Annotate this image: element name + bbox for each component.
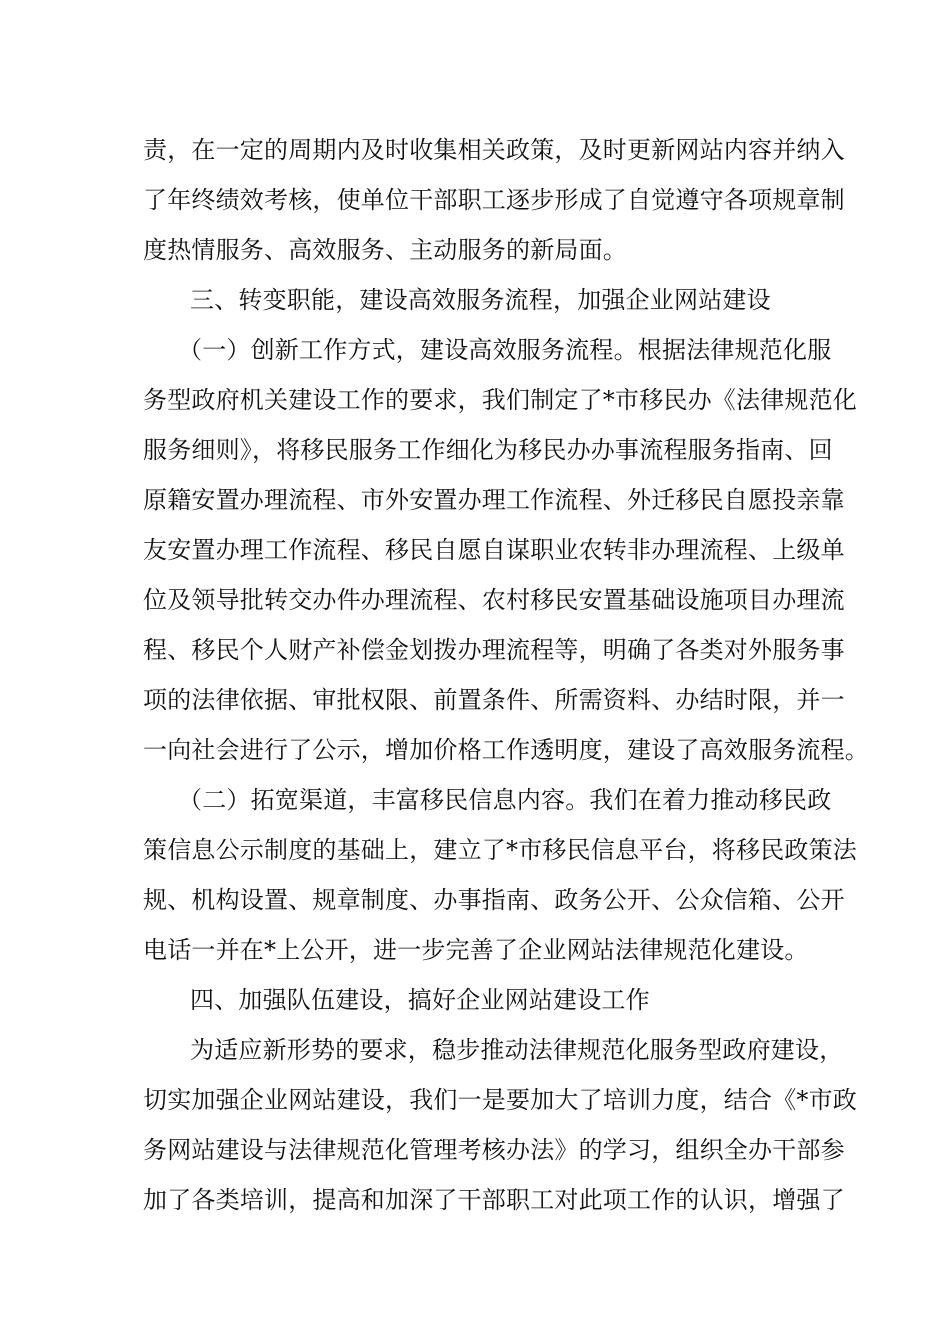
text-line: 原籍安置办理流程、市外安置办理工作流程、外迁移民自愿投亲靠: [143, 486, 845, 514]
text-line: （二）拓宽渠道，丰富移民信息内容。我们在着力推动移民政: [178, 786, 832, 814]
text-line: 务型政府机关建设工作的要求，我们制定了*市移民办《法律规范化: [143, 386, 857, 414]
text-line: 务网站建设与法律规范化管理考核办法》的学习，组织全办干部参: [143, 1136, 845, 1164]
text-line: 项的法律依据、审批权限、前置条件、所需资料、办结时限，并一: [143, 686, 845, 714]
section-heading: 四、加强队伍建设，搞好企业网站建设工作: [190, 986, 650, 1014]
text-line: 了年终绩效考核，使单位干部职工逐步形成了自觉遵守各项规章制: [143, 186, 845, 214]
text-line: 程、移民个人财产补偿金划拨办理流程等，明确了各类对外服务事: [143, 636, 845, 664]
text-line: 电话一并在*上公开，进一步完善了企业网站法律规范化建设。: [143, 936, 809, 964]
text-line: 一向社会进行了公示，增加价格工作透明度，建设了高效服务流程。: [143, 736, 869, 764]
text-line: 友安置办理工作流程、移民自愿自谋职业农转非办理流程、上级单: [143, 536, 845, 564]
text-line: 位及领导批转交办件办理流程、农村移民安置基础设施项目办理流: [143, 586, 845, 614]
text-line: 为适应新形势的要求，稳步推动法律规范化服务型政府建设，: [190, 1036, 844, 1064]
text-line: 度热情服务、高效服务、主动服务的新局面。: [143, 236, 627, 264]
text-line: （一）创新工作方式，建设高效服务流程。根据法律规范化服: [178, 336, 832, 364]
text-line: 切实加强企业网站建设，我们一是要加大了培训力度，结合《*市政: [143, 1086, 857, 1114]
text-line: 规、机构设置、规章制度、办事指南、政务公开、公众信箱、公开: [143, 886, 845, 914]
text-line: 加了各类培训，提高和加深了干部职工对此项工作的认识，增强了: [143, 1186, 845, 1214]
text-line: 策信息公示制度的基础上，建立了*市移民信息平台，将移民政策法: [143, 836, 857, 864]
section-heading: 三、转变职能，建设高效服务流程，加强企业网站建设: [190, 286, 771, 314]
text-line: 服务细则》，将移民服务工作细化为移民办办事流程服务指南、回: [143, 436, 833, 464]
text-line: 责，在一定的周期内及时收集相关政策，及时更新网站内容并纳入: [143, 136, 845, 164]
